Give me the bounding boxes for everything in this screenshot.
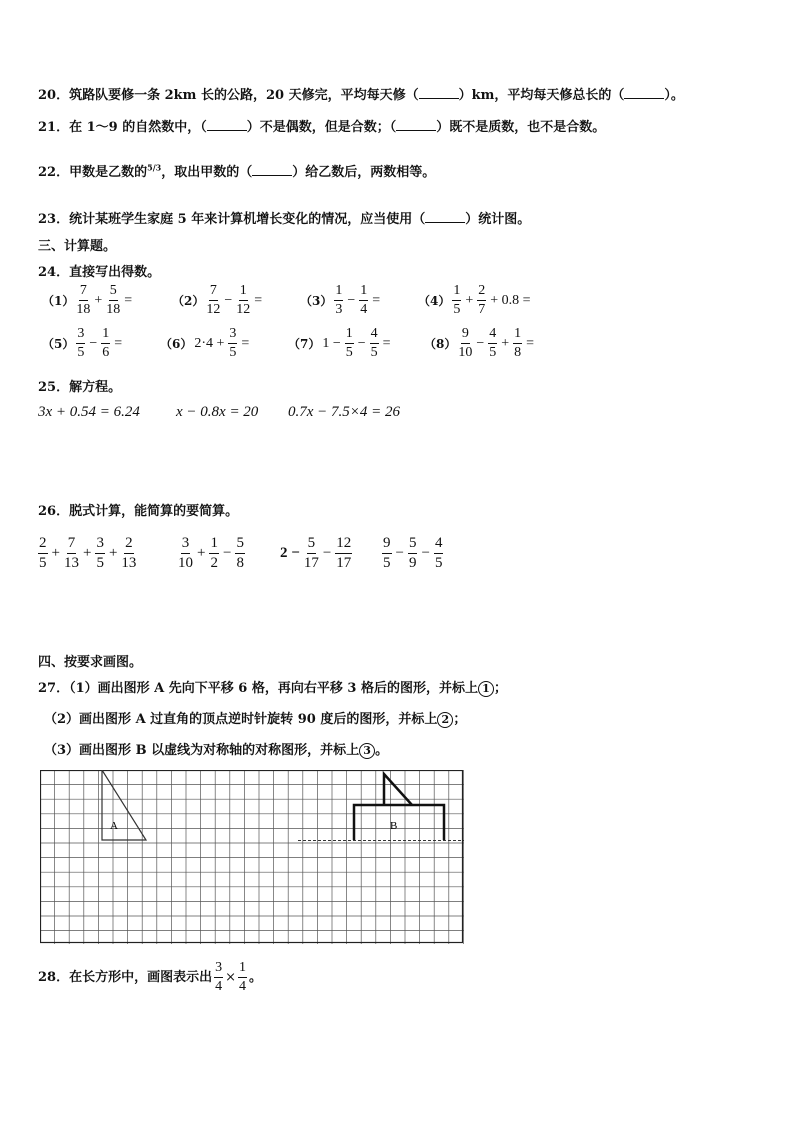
- item-label: （3）: [300, 294, 333, 308]
- question-text: 直接写出得数。: [69, 265, 161, 280]
- shape-b-top: [384, 774, 412, 805]
- item-label: （4）: [418, 294, 451, 308]
- calc-row-1: （2） 7 12 − $\frac{1}{12}$ =: [172, 283, 263, 317]
- item-label: （8）: [424, 337, 457, 351]
- question-number: 20．: [38, 88, 70, 103]
- question-24: [38, 261, 160, 280]
- fraction: $\frac{1}{6}$: [102, 326, 110, 360]
- small-fraction: 5/3: [147, 162, 162, 173]
- question-27-line-2: （2）画出图形 A 过直角的顶点逆时针旋转 90 度后的图形，并标上 2 ；: [44, 712, 467, 727]
- equation-2: x − 0.8x = 20: [176, 404, 259, 420]
- question-28: 28．在长方形中，画图表示出 $\frac{3}{4}$ × $\frac{1}{4}$ 。: [38, 960, 263, 994]
- fraction: $\frac{4}{5}$: [489, 326, 497, 360]
- question-text: ）。: [664, 88, 684, 103]
- equation-1: 3x + 0.54 = 6.24: [38, 404, 140, 420]
- question-number: 23．: [38, 212, 70, 227]
- answer-blank[interactable]: [425, 212, 465, 223]
- question-text: ）统计图。: [465, 212, 531, 227]
- fraction: $\frac{1}{4}$: [239, 960, 247, 994]
- question-25: [38, 376, 121, 395]
- item-label: （5）: [42, 337, 75, 351]
- question-26: [38, 500, 238, 519]
- shape-b: [354, 805, 444, 840]
- fraction: $\frac{3}{4}$: [215, 960, 223, 994]
- question-text: 统计某班学生家庭 5 年来计算机增长变化的情况，应当使用（: [69, 212, 426, 227]
- fraction: $\frac{3}{5}$: [229, 326, 237, 360]
- section-4-heading: 四、按要求画图。: [38, 655, 143, 670]
- calc-row-2: （8） 9 10 − $\frac{4}{5}$ + $\frac{1}{8}$ =: [424, 326, 535, 360]
- calc-row-2: （7） 1 − $\frac{1}{5}$ − $\frac{4}{5}$ =: [288, 326, 391, 360]
- answer-blank[interactable]: [252, 165, 292, 176]
- calc-expression-1: 2 5 + $\frac{7}{13}$ + $\frac{3}{5}$ + $\frac{2}{13}$: [39, 535, 137, 571]
- question-20: [38, 84, 684, 103]
- question-text: ）km，平均每天修总长的（: [458, 88, 625, 103]
- question-21: [38, 116, 605, 135]
- fraction: $\frac{1}{4}$: [360, 283, 368, 317]
- question-number: 25．: [38, 380, 70, 395]
- calc-row-1: （1） 7 18 + $\frac{5}{18}$ =: [42, 283, 133, 317]
- question-text: （3）画出图形 B 以虚线为对称轴的对称图形，并标上: [44, 743, 360, 758]
- fraction: $\frac{5}{18}$: [106, 283, 121, 317]
- question-text: （2）画出图形 A 过直角的顶点逆时针旋转 90 度后的图形，并标上: [44, 712, 438, 727]
- circled-number: 1: [478, 681, 494, 697]
- question-text: ）既不是质数，也不是合数。: [436, 120, 606, 135]
- fraction: 7 18: [76, 283, 91, 317]
- question-text: 脱式计算，能简算的要简算。: [69, 504, 239, 519]
- calc-expression-2: 3 10 + $\frac{1}{2}$ − $\frac{5}{8}$: [178, 535, 244, 571]
- question-23: [38, 208, 530, 227]
- question-text: 在长方形中，画图表示出: [69, 970, 213, 985]
- shape-a: [102, 770, 146, 840]
- calc-expression-3: 2 − $\frac{5}{17}$ − $\frac{12}{17}$: [280, 535, 352, 571]
- question-text: （1）画出图形 A 先向下平移 6 格，再向右平移 3 格后的图形，并标上: [69, 681, 478, 696]
- fraction: $\frac{1}{12}$: [236, 283, 251, 317]
- question-number: 28．: [38, 970, 70, 985]
- item-label: （2）: [172, 294, 205, 308]
- equation-3: 0.7x − 7.5×4 = 26: [288, 404, 401, 420]
- label-b: B: [390, 820, 398, 832]
- fraction: 1 3: [335, 283, 343, 317]
- fraction: $\frac{1}{8}$: [514, 326, 522, 360]
- fraction: 1 5: [453, 283, 461, 317]
- circled-number: 3: [359, 743, 375, 759]
- question-text: ，取出甲数的（: [161, 165, 253, 180]
- item-label: （1）: [42, 294, 75, 308]
- answer-blank[interactable]: [624, 88, 664, 99]
- answer-blank[interactable]: [396, 120, 436, 131]
- question-text: 解方程。: [69, 380, 122, 395]
- item-label: （6）: [160, 337, 193, 351]
- fraction: 7 12: [206, 283, 221, 317]
- question-22: [38, 161, 435, 180]
- fraction: $\frac{2}{7}$: [478, 283, 486, 317]
- fraction: $\frac{4}{5}$: [370, 326, 378, 360]
- question-number: 26．: [38, 504, 70, 519]
- circled-number: 2: [437, 712, 453, 728]
- question-27-line-3: （3）画出图形 B 以虚线为对称轴的对称图形，并标上 3 。: [44, 743, 389, 758]
- calc-expression-4: 9 5 − $\frac{5}{9}$ − $\frac{4}{5}$: [383, 535, 443, 571]
- question-number: 21．: [38, 120, 70, 135]
- question-text: ）不是偶数，但是合数；（: [246, 120, 397, 135]
- calc-row-2: （5） 3 5 − $\frac{1}{6}$ =: [42, 326, 123, 360]
- question-text: 甲数是乙数的: [69, 165, 148, 180]
- item-label: （7）: [288, 337, 321, 351]
- question-number: 27．: [38, 681, 70, 696]
- answer-blank[interactable]: [419, 88, 459, 99]
- calc-row-2: （6） 2·4 + $\frac{3}{5}$ =: [160, 326, 250, 360]
- calc-row-1: （4） 1 5 + $\frac{2}{7}$ + 0.8 =: [418, 283, 531, 317]
- answer-blank[interactable]: [207, 120, 247, 131]
- question-number: 22．: [38, 165, 70, 180]
- question-27-line-1: 27．（1）画出图形 A 先向下平移 6 格，再向右平移 3 格后的图形，并标上 1 ；: [38, 681, 507, 696]
- fraction: $\frac{1}{5}$: [345, 326, 353, 360]
- label-a: A: [110, 820, 118, 832]
- calc-row-1: （3） 1 3 − $\frac{1}{4}$ =: [300, 283, 381, 317]
- question-text: ）给乙数后，两数相等。: [292, 165, 436, 180]
- question-text: 在 1～9 的自然数中，（: [69, 120, 207, 135]
- section-3-heading: 三、计算题。: [38, 239, 117, 254]
- drawing-grid[interactable]: [40, 770, 464, 944]
- fraction: 3 5: [77, 326, 85, 360]
- question-number: 24．: [38, 265, 70, 280]
- fraction: 9 10: [458, 326, 473, 360]
- question-text: 筑路队要修一条 2km 长的公路，20 天修完，平均每天修（: [69, 88, 419, 103]
